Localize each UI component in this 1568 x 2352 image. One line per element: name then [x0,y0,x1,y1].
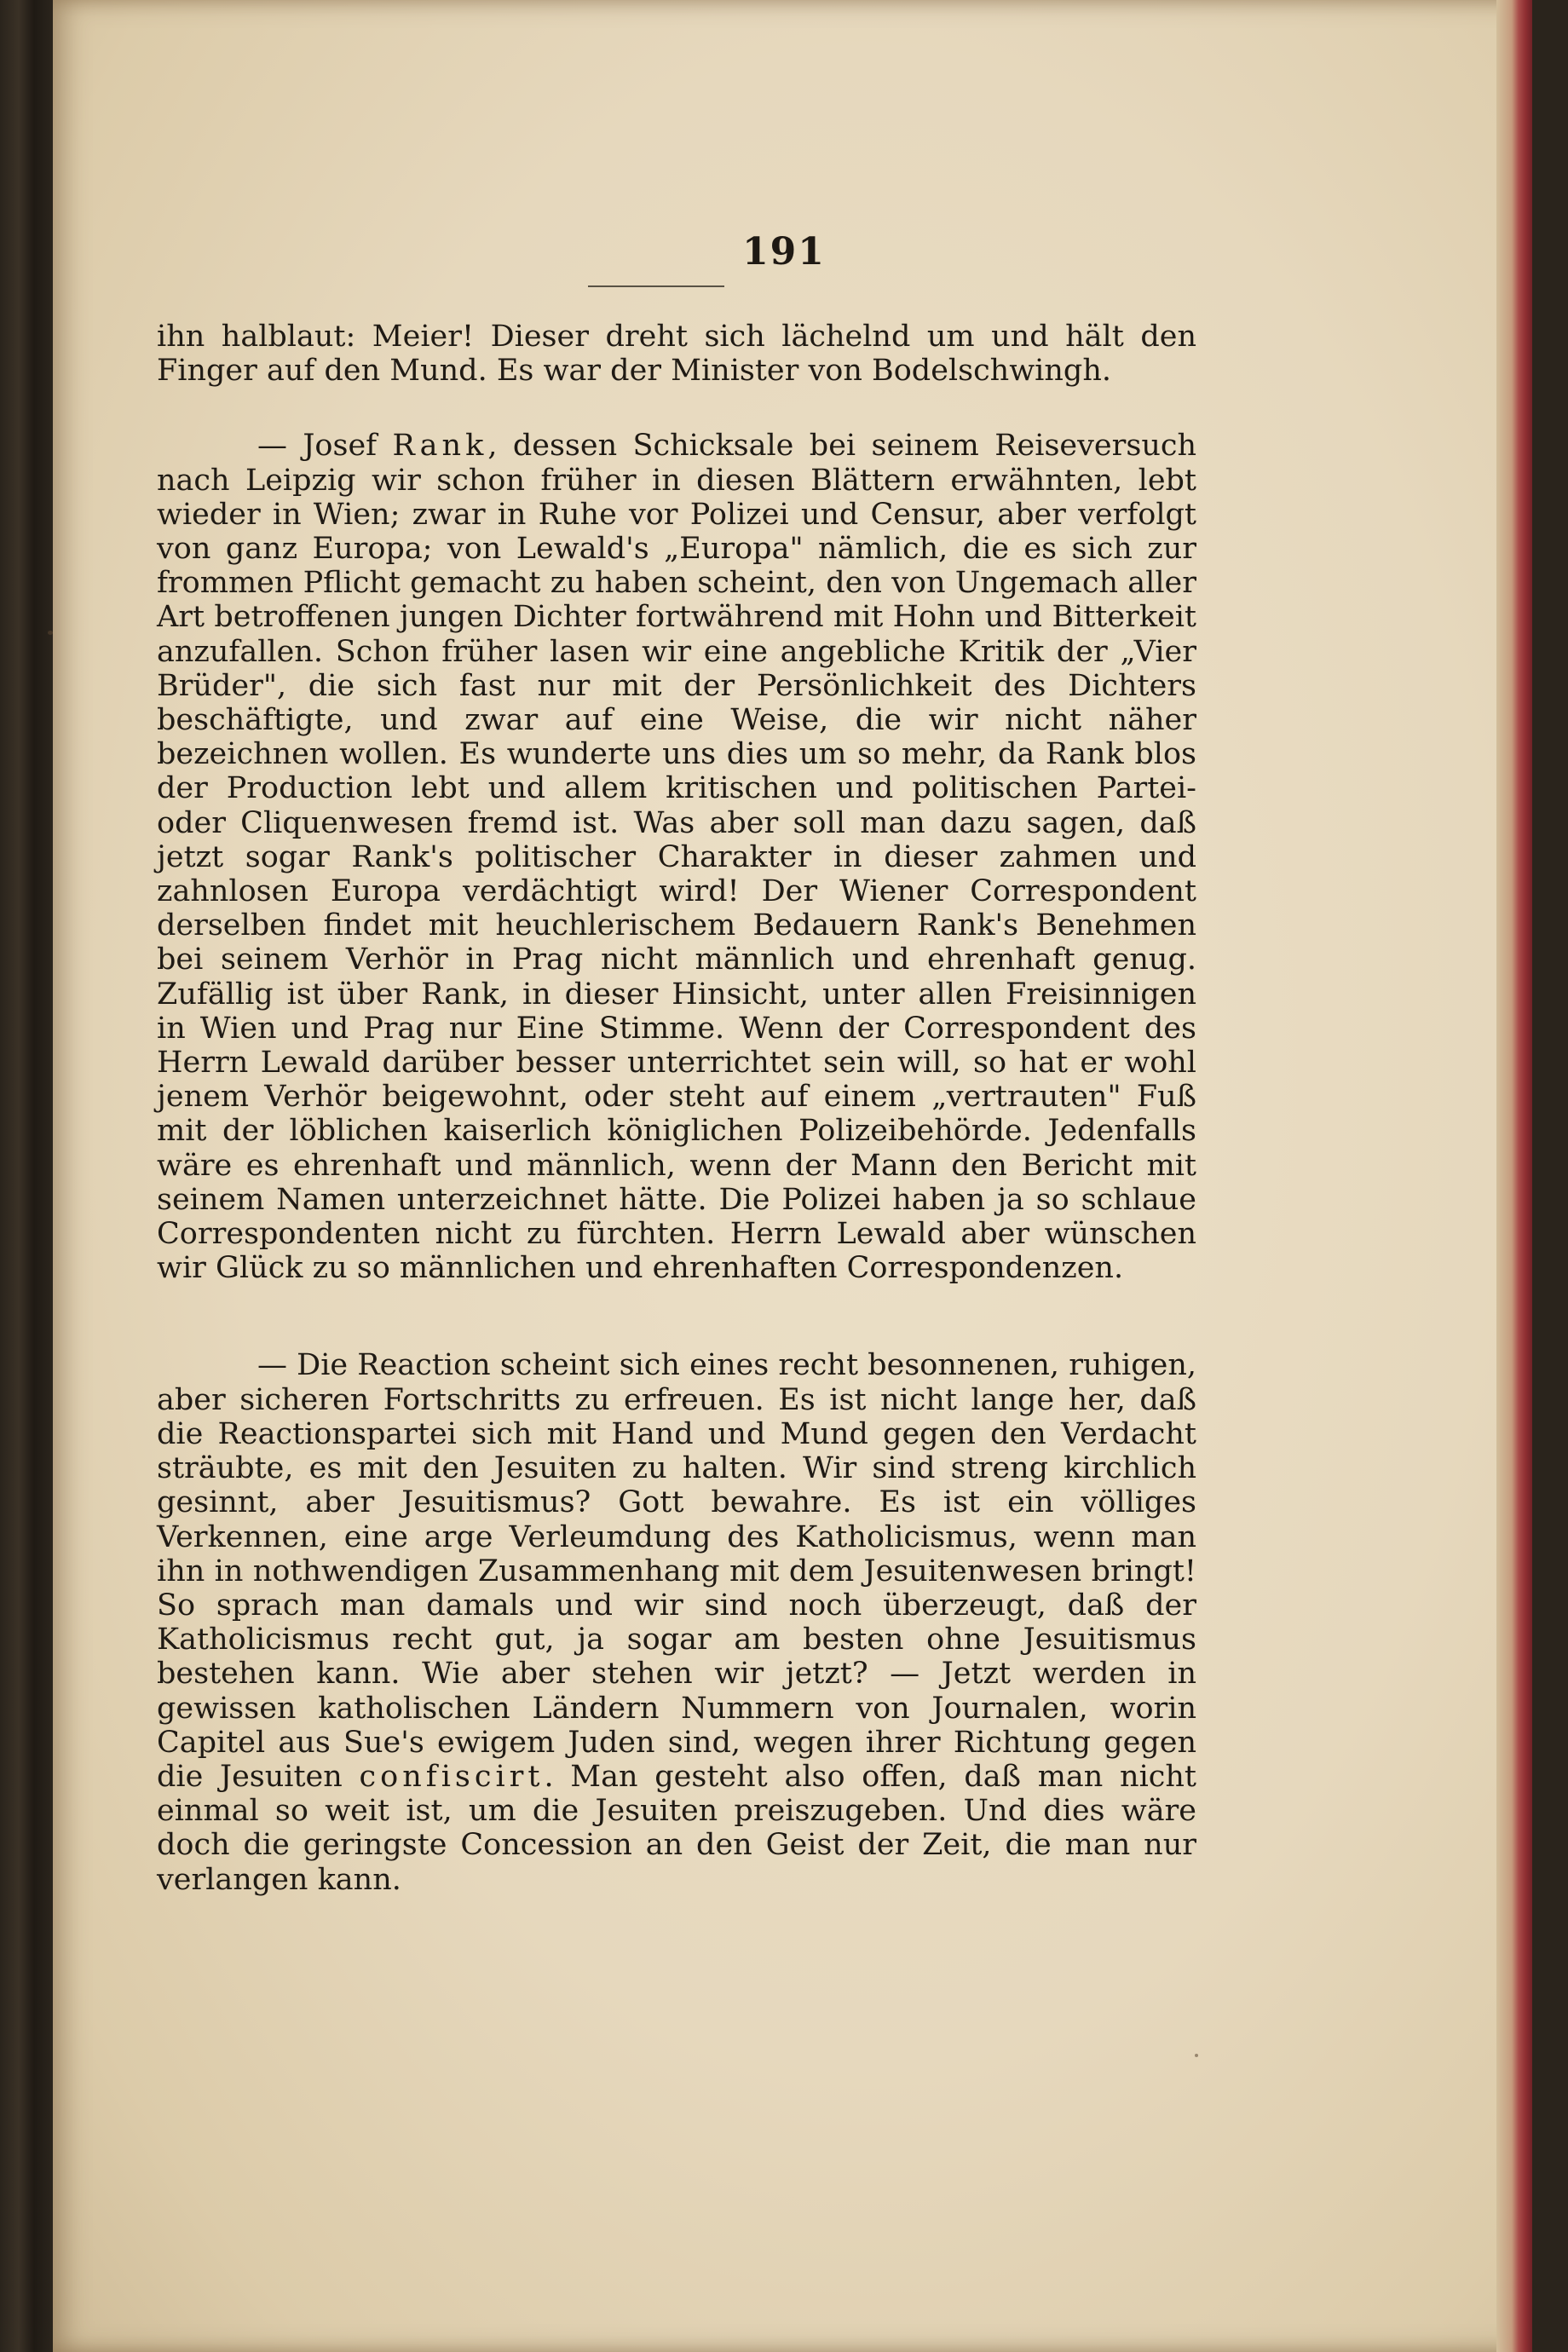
paper-speck [48,631,53,635]
word-confiscirt-spaced: confiscirt [359,1759,545,1794]
page-number-rule [588,285,724,287]
paragraph-3-body-end: . Man gesteht also offen, daß man nicht einmal so weit ist, um die Jesuiten preiszugeben. Und dies wäre doch die geringste Concession an den Geist der Zeit, die man nur verlangen kann. [157,1759,1196,1897]
paragraph-3 [157,1348,1196,1896]
paragraph-2-lead: — Josef [257,429,393,464]
paragraph-1: ihn halblaut: Meier! Dieser dreht sich lächelnd um und hält den Finger auf den Mund. Es war der Minister von Bodelschwingh. [157,320,1196,389]
page-number: 191 [742,230,826,274]
paragraph-2-body: , dessen Schicksale bei seinem Reiseversuch nach Leipzig wir schon früher in diesen Blättern erwähnten, lebt wieder in Wien; zwar in Ruhe vor Polizei und Censur, aber verfolgt von ganz Europa; von Lewald's „Europa" nämlich, die es sich zur frommen Pflicht gemacht zu haben scheint, den von Ungemach aller Art betroffenen jungen Dichter fortwährend mit Hohn und Bitterkeit anzufallen. Schon früher lasen wir eine angebliche Kritik der „Vier Brüder", die sich fast nur mit der Persönlichkeit des Dichters beschäftigte, und zwar auf eine Weise, die wir nicht näher bezeichnen wollen. Es wunderte uns dies um so mehr, da Rank blos der Production lebt und allem kritischen und politischen Partei- oder Cliquenwesen fremd ist. Was aber soll man dazu sagen, daß jetzt sogar Rank's politischer Charakter in dieser zahmen und zahnlosen Europa verdächtigt wird! Der Wiener Correspondent derselben findet mit heuchlerischem Bedauern Rank's Benehmen bei seinem Verhör in Prag nicht männlich und ehrenhaft genug. Zufällig ist über Rank, in dieser Hinsicht, unter allen Freisinnigen in Wien und Prag nur Eine Stimme. Wenn der Correspondent des Herrn Lewald darüber besser unterrichtet sein will, so hat er wohl jenem Verhör beigewohnt, oder steht auf einem „vertrauten" Fuß mit der löblichen kaiserlich königlichen Polizeibehörde. Jedenfalls wäre es ehrenhaft und männlich, wenn der Mann den Bericht mit seinem Namen unterzeichnet hätte. Die Polizei haben ja so schlaue Correspondenten nicht zu fürchten. Herrn Lewald aber wünschen wir Glück zu so männlichen und ehrenhaften Correspondenzen. [157,429,1197,1286]
paragraph-2 [157,429,1196,1285]
paragraph-3-body-start: — Die Reaction scheint sich eines recht besonnenen, ruhigen, aber sicheren Fortschritts zu erfreuen. Es ist nicht lange her, daß die Reactionspartei sich mit Hand und Mund gegen den Verdacht sträubte, es mit den Jesuiten zu halten. Wir sind streng kirchlich gesinnt, aber Jesuitismus? Gott bewahre. Es ist ein völliges Verkennen, eine arge Verleumdung des Katholicismus, wenn man ihn in nothwendigen Zusammenhang mit dem Jesuitenwesen bringt! So sprach man damals und wir sind noch überzeugt, daß der Katholicismus recht gut, ja sogar am besten ohne Jesuitismus bestehen kann. Wie aber stehen wir jetzt? — Jetzt werden in gewissen katholischen Ländern Nummern von Journalen, worin Capitel aus Sue's ewigem Juden sind, wegen ihrer Richtung gegen die Jesuiten [157,1348,1196,1794]
paper-speck [1195,2054,1198,2057]
page-edge-binding [1496,0,1532,2352]
article-text [157,320,1196,1897]
name-rank-spaced: Rank [392,429,488,464]
